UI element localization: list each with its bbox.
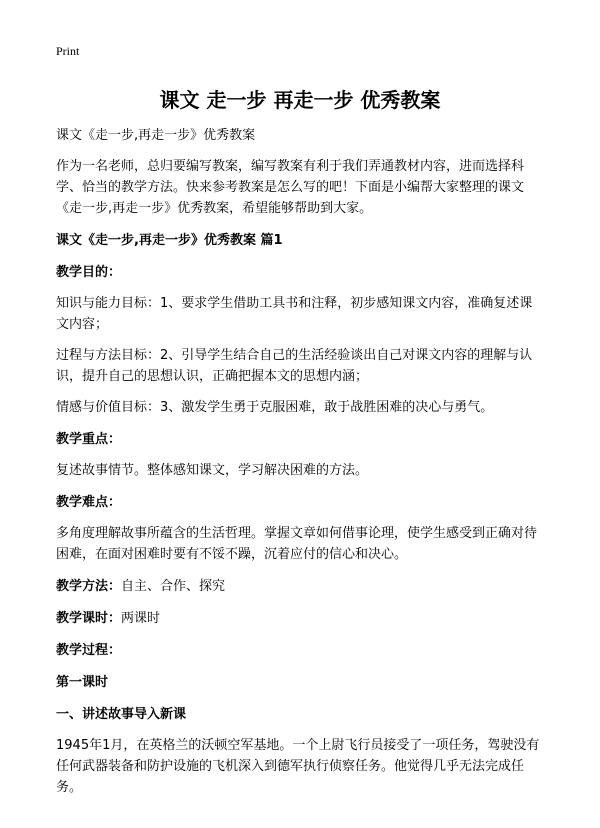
difficulties-text: 多角度理解故事所蕴含的生活哲理。掌握文章如何借事论理，使学生感受到正确对待困难，在面对困难时要有不馁不躁，沉着应付的信心和决心。 (56, 526, 538, 562)
key-points-heading: 教学重点： (56, 432, 122, 447)
goal-emotion: 情感与价值目标：3、激发学生勇于克服困难，敢于战胜困难的决心与勇气。 (56, 400, 494, 415)
methods-line (56, 576, 544, 597)
hours-line (56, 608, 544, 629)
story-paragraph: 1945年1月，在英格兰的沃顿空军基地。一个上尉飞行员接受了一项任务，驾驶没有任何武器装备和防护设施的飞机深入到德军执行侦察任务。他觉得几乎无法完成任务。 (56, 738, 540, 795)
methods-value: 自主、合作、探究 (121, 579, 226, 594)
page-title: 课文 走一步 再走一步 优秀教案 (159, 88, 441, 112)
hours-label: 教学课时： (56, 611, 122, 626)
section-heading: 课文《走一步,再走一步》优秀教案 篇1 (56, 233, 283, 248)
print-link[interactable]: Print (56, 44, 80, 58)
goal-knowledge: 知识与能力目标：1、要求学生借助工具书和注释，初步感知课文内容，准确复述课文内容； (56, 296, 533, 332)
lesson-heading: 第一课时 (56, 675, 109, 690)
key-points-text: 复述故事情节。整体感知课文，学习解决困难的方法。 (56, 463, 369, 478)
intro-paragraph: 作为一名老师，总归要编写教案，编写教案有利于我们弄通教材内容，进而选择科学、恰当的教学方法。快来参考教案是怎么写的吧！下面是小编帮大家整理的课文《走一步,再走一步》优秀教案，希望能够帮助到大家。 (56, 159, 525, 216)
goals-heading: 教学目的： (56, 265, 122, 280)
goal-process: 过程与方法目标：2、引导学生结合自己的生活经验谈出自己对课文内容的理解与认识，提升自己的思想认识，正确把握本文的思想内涵； (56, 348, 533, 384)
hours-value: 两课时 (121, 611, 161, 626)
document-subtitle: 课文《走一步,再走一步》优秀教案 (56, 128, 256, 143)
part-heading: 一、讲述故事导入新课 (56, 707, 187, 722)
process-heading: 教学过程： (56, 643, 122, 658)
difficulties-heading: 教学难点： (56, 495, 122, 510)
methods-label: 教学方法： (56, 579, 122, 594)
